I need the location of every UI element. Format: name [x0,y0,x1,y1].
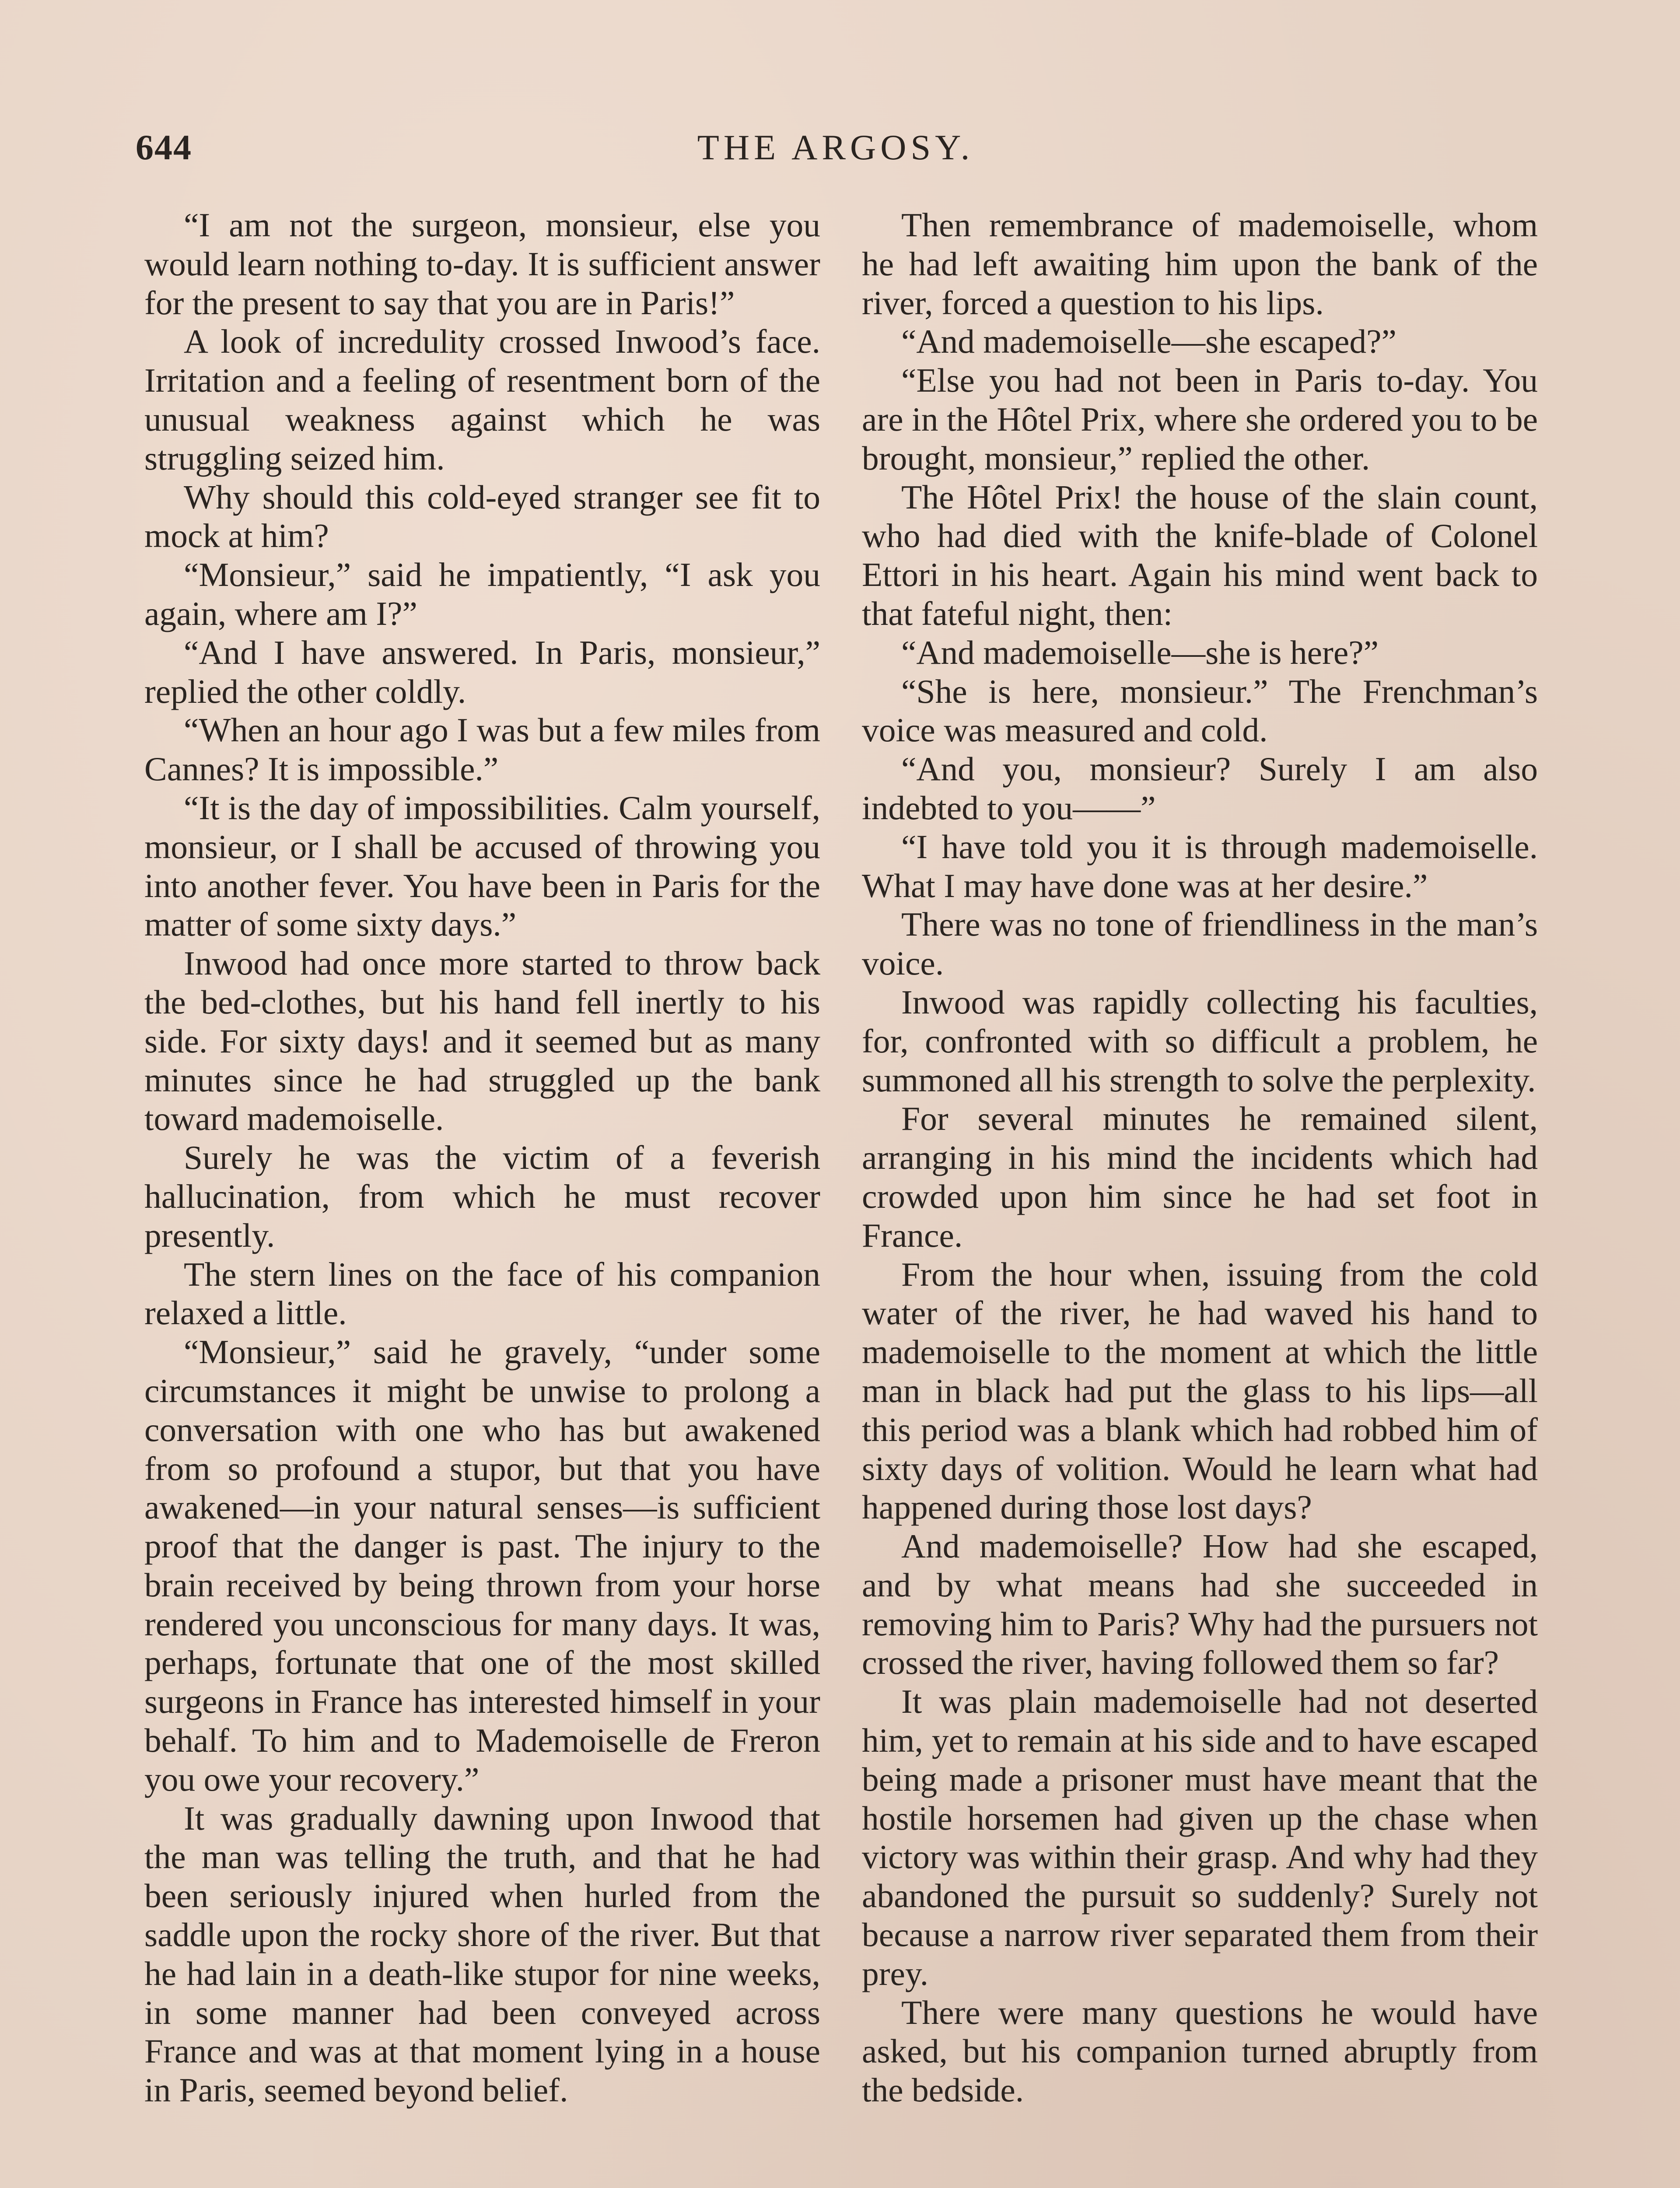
paragraph: From the hour when, issuing from the cold water of the river, he had waved his hand to mademoiselle to the moment at which the little man in black had put the glass to his lips—all this period was a blank which had robbed him of sixty days of volition. Would he learn what had happened during those lost days? [862,1255,1538,1526]
paragraph: “I have told you it is through mademoiselle. What I may have done was at her desire.” [862,828,1538,905]
paragraph: “I am not the surgeon, monsieur, else you would learn nothing to-day. It is sufficient answer for the present to say that you are in Paris!” [144,206,820,322]
paragraph: “She is here, monsieur.” The Frenchman’s voice was measured and cold. [862,672,1538,749]
page-header [136,127,1536,179]
paragraph: The Hôtel Prix! the house of the slain count, who had died with the knife-blade of Colonel Ettori in his heart. Again his mind went back to that fateful night, then: [862,478,1538,632]
paragraph: “And mademoiselle—she escaped?” [901,323,1396,361]
paragraph: It was gradually dawning upon Inwood that the man was telling the truth, and that he had been seriously injured when hurled from the saddle upon the rocky shore of the river. But that he had lain in a death-like stupor for nine weeks, in some manner had been conveyed across France and was at that moment lying in a house in Paris, seemed beyond belief. [144,1799,820,2109]
paragraph: A look of incredulity crossed Inwood’s face. Irritation and a feeling of resentment born of the unusual weakness against which he was struggling seized him. [144,323,820,477]
paragraph: There were many questions he would have asked, but his companion turned abruptly from the bedside. [862,1993,1538,2109]
paragraph: Why should this cold-eyed stranger see fit to mock at him? [144,478,820,555]
paragraph: “Else you had not been in Paris to-day. You are in the Hôtel Prix, where she ordered you to be brought, monsieur,” replied the other. [862,361,1538,477]
paragraph: Inwood was rapidly collecting his faculties, for, confronted with so difficult a problem, he summoned all his strength to solve the perplexity. [862,983,1538,1099]
paragraph: Then remembrance of mademoiselle, whom he had left awaiting him upon the bank of the river, forced a question to his lips. [862,206,1538,322]
paragraph: “When an hour ago I was but a few miles from Cannes? It is impossible.” [144,711,820,788]
paragraph: “And you, monsieur? Surely I am also indebted to you——” [862,750,1538,827]
paragraph: The stern lines on the face of his companion relaxed a little. [144,1255,820,1332]
paragraph: There was no tone of friendliness in the man’s voice. [862,905,1538,982]
page-number: 644 [136,127,192,167]
paragraph: “Monsieur,” said he gravely, “under some circumstances it might be unwise to prolong a conversation with one who has but awakened from so profound a stupor, but that you have awakened—in your natural senses—is sufficient proof that the danger is past. The injury to the brain received by being thrown from your horse rendered you unconscious for many days. It was, perhaps, fortunate that one of the most skilled surgeons in France has interested himself in your behalf. To him and to Mademoiselle de Freron you owe your recovery.” [144,1333,820,1798]
paragraph: It was plain mademoiselle had not deserted him, yet to remain at his side and to have escaped being made a prisoner must have meant that the hostile horsemen had given up the chase when victory was within their grasp. And why had they abandoned the pursuit so suddenly? Surely not because a narrow river separated them from their prey. [862,1683,1538,1992]
paragraph: And mademoiselle? How had she escaped, and by what means had she succeeded in removing him to Paris? Why had the pursuers not crossed the river, having followed them so far? [862,1527,1538,1682]
paragraph: “Monsieur,” said he impatiently, “I ask you again, where am I?” [144,556,820,632]
paragraph: “And mademoiselle—she is here?” [901,633,1379,671]
text-columns [144,206,1538,2110]
paragraph: “And I have answered. In Paris, monsieur,” replied the other coldly. [144,633,820,710]
left-column [144,206,820,2110]
running-head: THE ARGOSY. [697,127,974,167]
paragraph: “It is the day of impossibilities. Calm yourself, monsieur, or I shall be accused of throwing you into another fever. You have been in Paris for the matter of some sixty days.” [144,789,820,943]
paragraph: Inwood had once more started to throw back the bed-clothes, but his hand fell inertly to his side. For sixty days! and it seemed but as many minutes since he had struggled up the bank toward mademoiselle. [144,944,820,1138]
paragraph: Surely he was the victim of a feverish hallucination, from which he must recover presently. [144,1139,820,1254]
paragraph: For several minutes he remained silent, arranging in his mind the incidents which had crowded upon him since he had set foot in France. [862,1100,1538,1254]
right-column [862,206,1538,2110]
